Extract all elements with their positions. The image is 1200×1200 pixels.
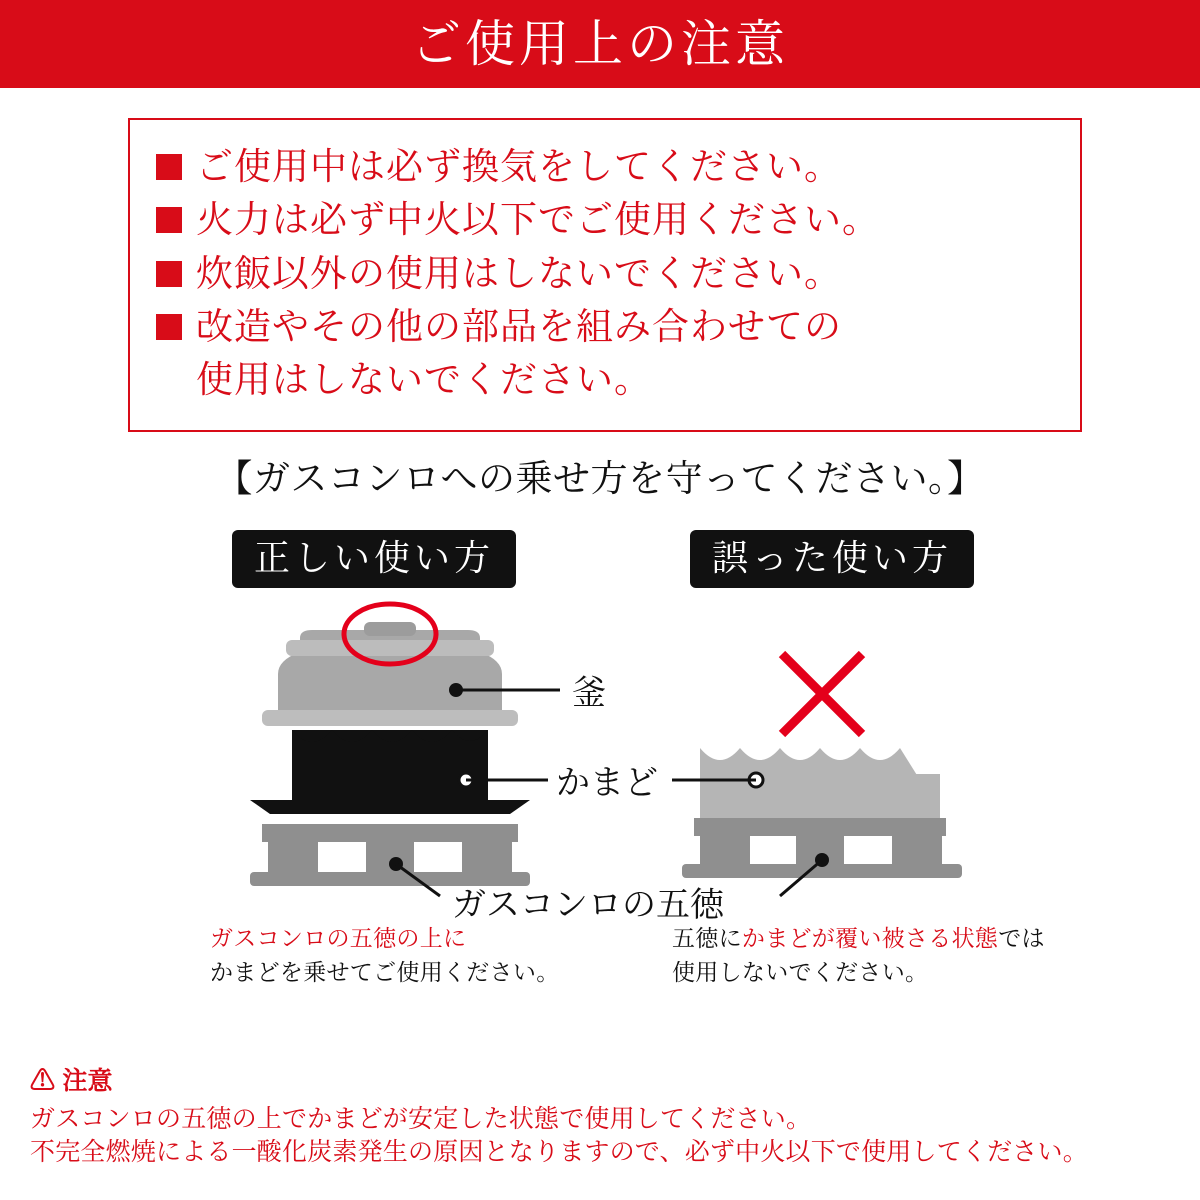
kamado-base (250, 800, 530, 814)
warning-item (156, 247, 1054, 300)
gotoku-leg (462, 842, 512, 876)
gotoku-top-bar (262, 824, 518, 842)
wrong-gotoku-top-bar (694, 818, 946, 836)
correct-caption-line2: かまどを乗せてご使用ください。 (210, 958, 560, 985)
label-kamado: かまど (556, 764, 658, 803)
bullet-square-icon (156, 314, 182, 340)
gotoku-leg (268, 842, 318, 876)
correct-illustration (250, 604, 560, 896)
gotoku-base (250, 872, 530, 886)
warning-item-label: 改造やその他の部品を組み合わせての (196, 305, 842, 347)
wrong-illustration (672, 654, 962, 896)
sub-heading: 【ガスコンロへの乗せ方を守ってください。】 (215, 458, 985, 500)
footer-line-1: ガスコンロの五徳の上でかまどが安定した状態で使用してください。 (30, 1104, 812, 1133)
warning-item (156, 193, 1054, 246)
wrong-caption-line2: 使用しないでください。 (672, 958, 929, 985)
wrong-caption-line1-a: 五徳に (672, 925, 742, 952)
wrong-caption (672, 922, 1045, 989)
wrong-gotoku-leg (892, 836, 942, 868)
warning-item (156, 140, 1054, 193)
bullet-square-icon (156, 261, 182, 287)
warning-item-label: 炊飯以外の使用はしないでください。 (196, 252, 842, 294)
footer-caution (30, 1065, 1180, 1170)
label-kama: 釜 (572, 674, 606, 713)
comparison-section (0, 512, 1200, 1012)
kama-knob (364, 622, 416, 636)
page-title: ご使用上の注意 (411, 16, 789, 72)
bullet-square-icon (156, 154, 182, 180)
warning-triangle-icon: ⚠ (30, 1066, 56, 1095)
footer-line-2: 不完全燃焼による一酸化炭素発生の原因となりますので、必ず中火以下で使用してください。 (30, 1138, 1088, 1167)
caution-label: 注意 (62, 1066, 113, 1095)
warning-item-label: ご使用中は必ず換気をしてください。 (196, 146, 842, 187)
kama-lid (286, 640, 494, 656)
usage-diagram (0, 512, 1200, 932)
correct-caption-line1: ガスコンロの五徳の上に (210, 925, 467, 952)
warning-item (156, 300, 1054, 407)
correct-usage-tag: 正しい使い方 (232, 530, 516, 587)
wrong-gotoku-leg (700, 836, 750, 868)
wrong-caption-line1-b: では (998, 925, 1045, 952)
wrong-usage-tag: 誤った使い方 (690, 530, 974, 587)
page-header (0, 0, 1200, 88)
warning-item-label-line2: 使用はしないでください。 (196, 359, 652, 401)
warning-box (128, 118, 1082, 432)
kama-flange (262, 710, 518, 726)
bullet-square-icon (156, 207, 182, 233)
wrong-caption-line1-red: かまどが覆い被さる状態 (741, 925, 999, 952)
label-gotoku: ガスコンロの五徳 (452, 886, 724, 925)
warning-item-label: 火力は必ず中火以下でご使用ください。 (196, 199, 880, 241)
correct-caption (210, 922, 560, 989)
